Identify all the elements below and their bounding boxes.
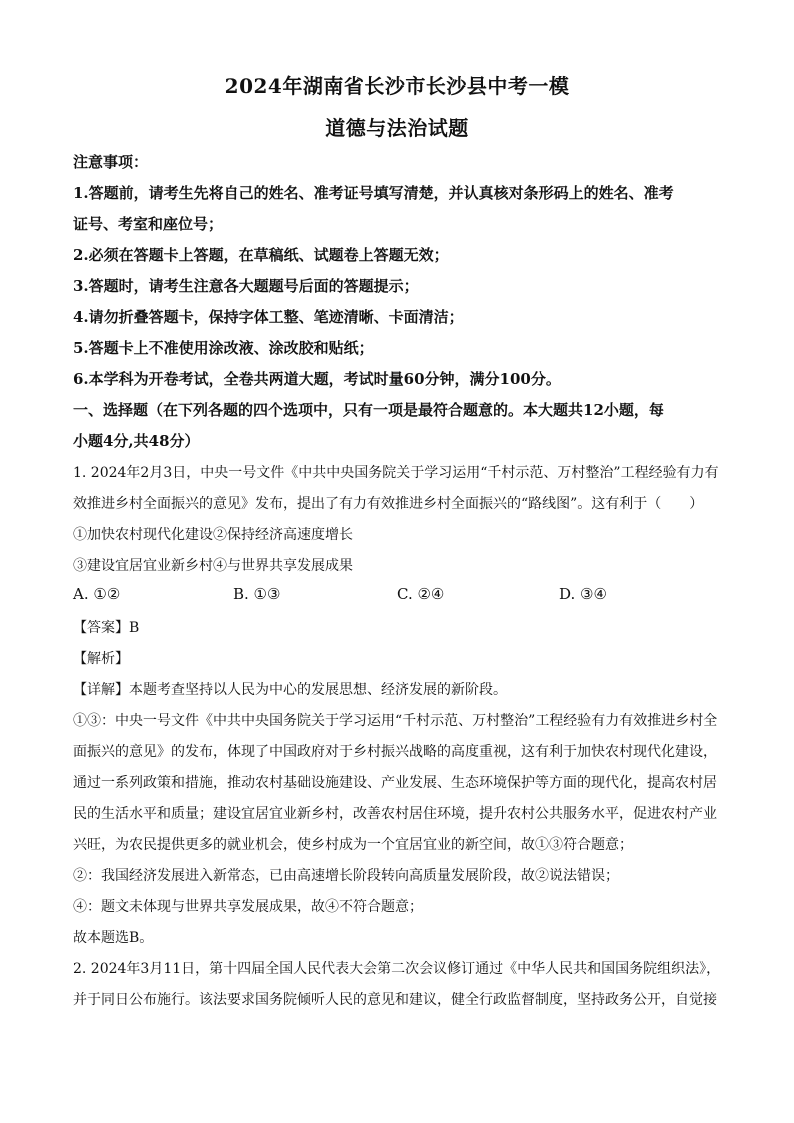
notice-item-4: 4.请勿折叠答题卡，保持字体工整、笔迹清晰、卡面清洁； xyxy=(73,308,464,326)
q1-option-d: D. ③④ xyxy=(559,585,607,603)
notice-item-6: 6.本学科为开卷考试，全卷共两道大题，考试时量60分钟，满分100分。 xyxy=(73,370,561,388)
notice-item-2: 2.必须在答题卡上答题，在草稿纸、试题卷上答题无效； xyxy=(73,246,449,264)
q1-explanation-7: ④：题文未体现与世界共享发展成果，故④不符合题意； xyxy=(73,899,423,915)
notice-heading: 注意事项： xyxy=(73,153,149,171)
q1-explanation-3: 通过一系列政策和措施，推动农村基础设施建设、产业发展、生态环境保护等方面的现代化，提高农村居 xyxy=(73,775,717,791)
q1-explanation-1: ①③：中央一号文件《中共中央国务院关于学习运用“千村示范、万村整治”工程经验有力有效推进乡村全 xyxy=(73,713,718,729)
q1-option-b: B. ①③ xyxy=(233,585,281,603)
q1-options xyxy=(73,585,733,607)
notice-item-1b: 证号、考室和座位号； xyxy=(73,215,224,233)
notice-item-5: 5.答题卡上不准使用涂改液、涂改胶和贴纸； xyxy=(73,339,374,357)
q1-stem-a: 1. 2024年2月3日，中央一号文件《中共中央国务院关于学习运用“千村示范、万村整治”工程经验有力有 xyxy=(73,465,719,481)
page-subtitle: 道德与法治试题 xyxy=(325,116,469,140)
q1-analysis-label: 【解析】 xyxy=(73,651,129,667)
q1-choice-b: ③建设宜居宜业新乡村④与世界共享发展成果 xyxy=(73,558,353,574)
q1-explanation-6: ②：我国经济发展进入新常态，已由高速增长阶段转向高质量发展阶段，故②说法错误； xyxy=(73,868,619,884)
q1-conclusion: 故本题选B。 xyxy=(73,930,154,946)
q1-detail: 【详解】本题考查坚持以人民为中心的发展思想、经济发展的新阶段。 xyxy=(73,682,507,698)
section-heading-a: 一、选择题（在下列各题的四个选项中，只有一项是最符合题意的。本大题共12小题，每 xyxy=(73,401,664,419)
q2-stem-b: 并于同日公布施行。该法要求国务院倾听人民的意见和建议，健全行政监督制度，坚持政务公开，自觉接 xyxy=(73,992,717,1008)
q1-choice-a: ①加快农村现代化建设②保持经济高速度增长 xyxy=(73,527,353,543)
notice-item-3: 3.答题时，请考生注意各大题题号后面的答题提示； xyxy=(73,277,419,295)
section-heading-b: 小题4分,共48分） xyxy=(73,432,200,450)
notice-item-1a: 1.答题前，请考生先将自己的姓名、准考证号填写清楚，并认真核对条形码上的姓名、准考 xyxy=(73,184,674,202)
q2-stem-a: 2. 2024年3月11日，第十四届全国人民代表大会第二次会议修订通过《中华人民共和国国务院组织法》， xyxy=(73,961,721,977)
q1-explanation-4: 民的生活水平和质量；建设宜居宜业新乡村，改善农村居住环境，提升农村公共服务水平，促进农村产业 xyxy=(73,806,717,822)
q1-explanation-2: 面振兴的意见》的发布，体现了中国政府对于乡村振兴战略的高度重视，这有利于加快农村现代化建设， xyxy=(73,744,717,760)
page-title: 2024年湖南省长沙市长沙县中考一模 xyxy=(224,74,570,98)
q1-explanation-5: 兴旺，为农民提供更多的就业机会，使乡村成为一个宜居宜业的新空间，故①③符合题意； xyxy=(73,837,633,853)
q1-answer: 【答案】B xyxy=(73,620,140,636)
q1-option-a: A. ①② xyxy=(73,585,121,603)
q1-option-c: C. ②④ xyxy=(397,585,445,603)
q1-stem-b: 效推进乡村全面振兴的意见》发布，提出了有力有效推进乡村全面振兴的“路线图”。这有利于（ ） xyxy=(73,496,704,512)
